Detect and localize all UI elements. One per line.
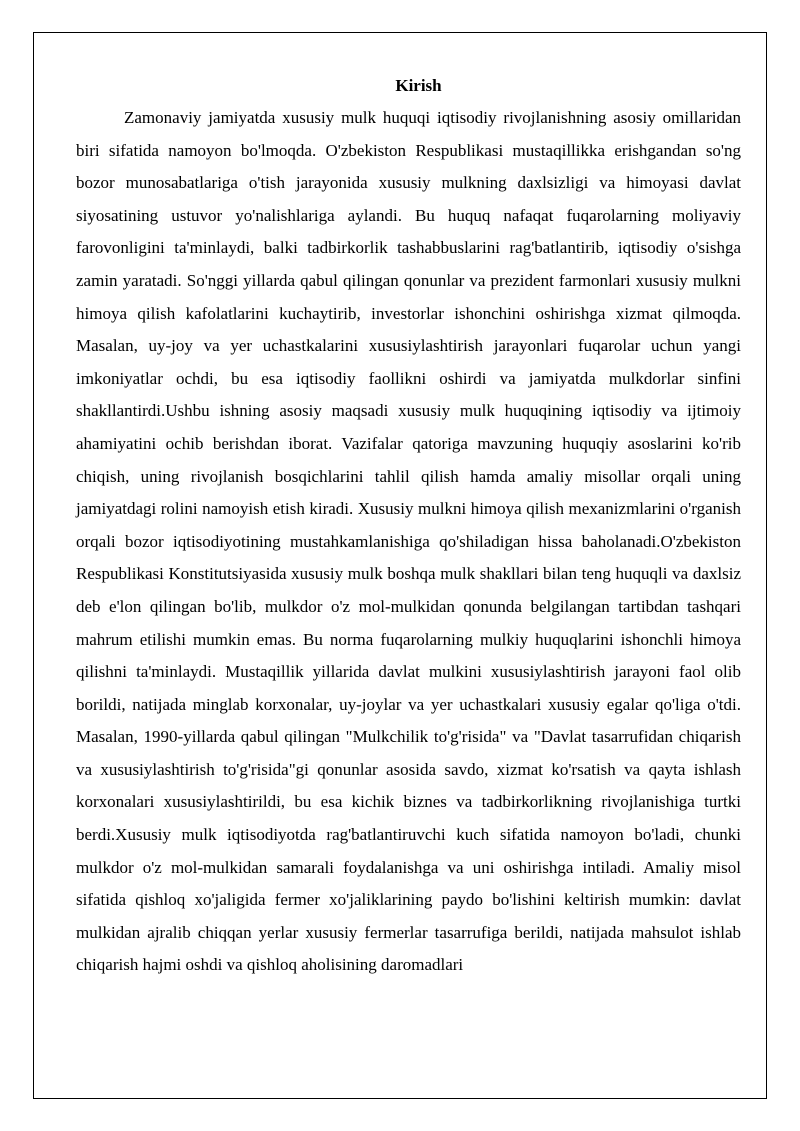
document-title: Kirish [395, 76, 442, 95]
document-content [76, 70, 741, 982]
document-body-paragraph: Zamonaviy jamiyatda xususiy mulk huquqi iqtisodiy rivojlanishning asosiy omillaridan biri sifatida namoyon bo'lmoqda. O'zbekiston Respublikasi mustaqillikka erishgandan so'ng bozor munosabatlariga o'tish jarayonida xususiy mulkning daxlsizligi va himoyasi davlat siyosatining ustuvor yo'nalishlariga aylandi. Bu huquq nafaqat fuqarolarning moliyaviy farovonligini ta'minlaydi, balki tadbirkorlik tashabbuslarini rag'batlantirib, iqtisodiy o'sishga zamin yaratadi. So'nggi yillarda qabul qilingan qonunlar va prezident farmonlari xususiy mulkni himoya qilish kafolatlarini kuchaytirib, investorlar ishonchini oshirishga xizmat qilmoqda. Masalan, uy-joy va yer uchastkalarini xususiylashtirish jarayonlari fuqarolar uchun yangi imkoniyatlar ochdi, bu esa iqtisodiy faollikni oshirdi va jamiyatda mulkdorlar sinfini shakllantirdi.Ushbu ishning asosiy maqsadi xususiy mulk huquqining iqtisodiy va ijtimoiy ahamiyatini ochib berishdan iborat. Vazifalar qatoriga mavzuning huquqiy asoslarini ko'rib chiqish, uning rivojlanish bosqichlarini tahlil qilish hamda amaliy misollar orqali uning jamiyatdagi rolini namoyish etish kiradi. Xususiy mulkni himoya qilish mexanizmlarini o'rganish orqali bozor iqtisodiyotining mustahkamlanishiga qo'shiladigan hissa baholanadi.O'zbekiston Respublikasi Konstitutsiyasida xususiy mulk boshqa mulk shakllari bilan teng huquqli va daxlsiz deb e'lon qilingan bo'lib, mulkdor o'z mol-mulkidan qonunda belgilangan tartibdan tashqari mahrum etilishi mumkin emas. Bu norma fuqarolarning mulkiy huquqlarini ishonchli himoya qilishni ta'minlaydi. Mustaqillik yillarida davlat mulkini xususiylashtirish jarayoni faol olib borildi, natijada minglab korxonalar, uy-joylar va yer uchastkalari xususiy egalar qo'liga o'tdi. Masalan, 1990-yillarda qabul qilingan "Mulkchilik to'g'risida" va "Davlat tasarrufidan chiqarish va xususiylashtirish to'g'risida"gi qonunlar asosida savdo, xizmat ko'rsatish va qayta ishlash korxonalari xususiylashtirildi, bu esa kichik biznes va tadbirkorlikning rivojlanishiga turtki berdi.Xususiy mulk iqtisodiyotda rag'batlantiruvchi kuch sifatida namoyon bo'ladi, chunki mulkdor o'z mol-mulkidan samarali foydalanishga va uni oshirishga intiladi. Amaliy misol sifatida qishloq xo'jaligida fermer xo'jaliklarining paydo bo'lishini keltirish mumkin: davlat mulkidan ajralib chiqqan yerlar xususiy fermerlar tasarrufiga berildi, natijada mahsulot ishlab chiqarish hajmi oshdi va qishloq aholisining daromadlari [76, 108, 741, 975]
